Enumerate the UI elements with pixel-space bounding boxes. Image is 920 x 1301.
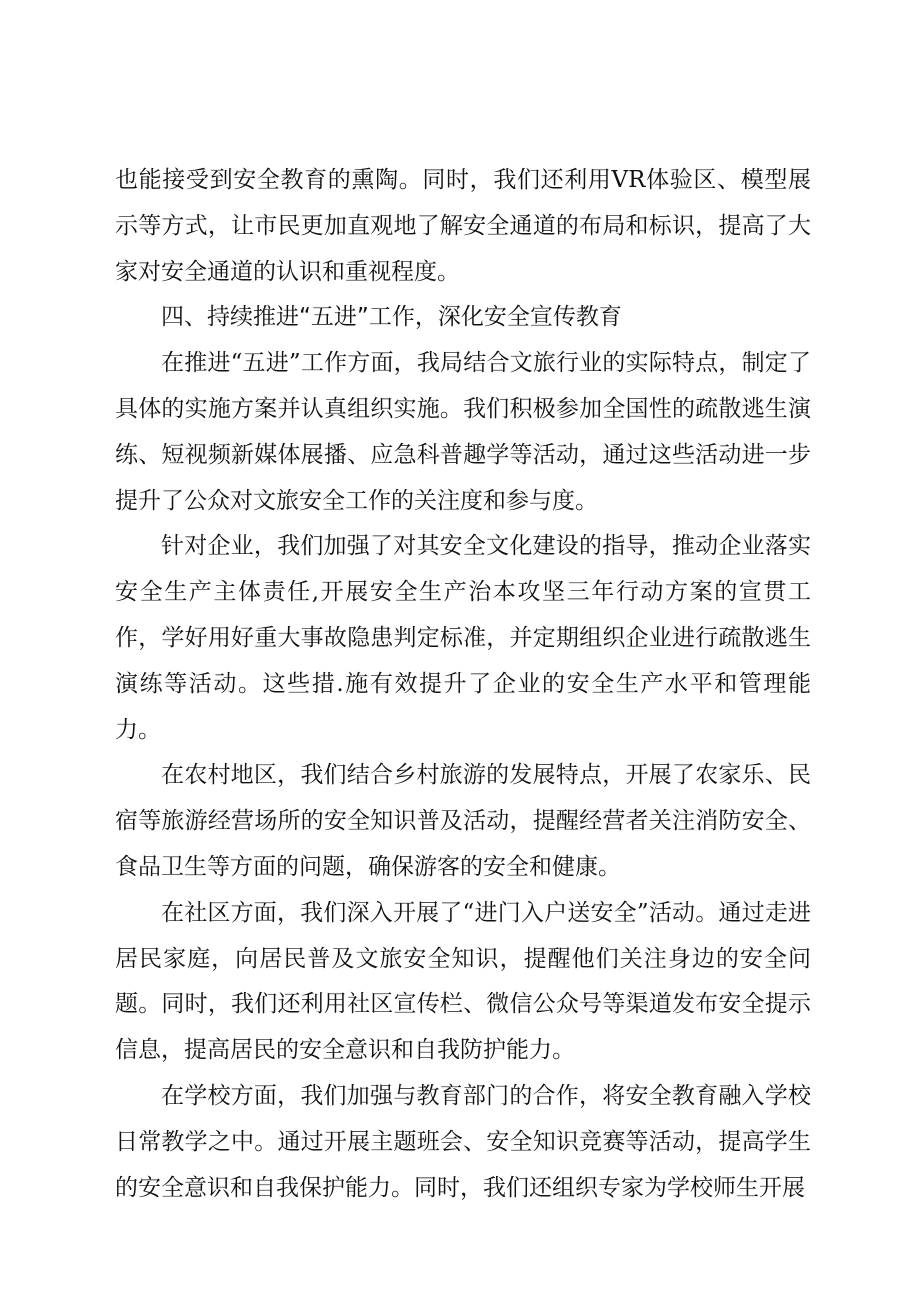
paragraph-communities: 在社区方面，我们深入开展了“进门入户送安全”活动。通过走进居民家庭，向居民普及文旅安全知识，提醒他们关注身边的安全问题。同时，我们还利用社区宣传栏、微信公众号等渠道发布安全提示信息，提高居民的安全意识和自我防护能力。 [115,899,811,1064]
paragraph-rural-areas: 在农村地区，我们结合乡村旅游的发展特点，开展了农家乐、民宿等旅游经营场所的安全知识普及活动，提醒经营者关注消防安全、食品卫生等方面的问题，确保游客的安全和健康。 [115,762,811,880]
document-body [115,158,811,1211]
paragraph-continuation: 也能接受到安全教育的熏陶。同时，我们还利用VR体验区、模型展示等方式，让市民更加直观地了解安全通道的布局和标识，提高了大家对安全通道的认识和重视程度。 [115,167,811,285]
paragraph-five-entries: 在推进“五进”工作方面，我局结合文旅行业的实际特点，制定了具体的实施方案并认真组织实施。我们积极参加全国性的疏散逃生演练、短视频新媒体展播、应急科普趣学等活动，通过这些活动进一步提升了公众对文旅安全工作的关注度和参与度。 [115,350,811,514]
paragraph-enterprises: 针对企业，我们加强了对其安全文化建设的指导，推动企业落实安全生产主体责任,开展安全生产治本攻坚三年行动方案的宣贯工作，学好用好重大事故隐患判定标准，并定期组织企业进行疏散逃生演练等活动。这些措.施有效提升了企业的安全生产水平和管理能力。 [115,533,811,743]
section-heading: 四、持续推进“五进”工作，深化安全宣传教育 [161,304,622,331]
paragraph-schools: 在学校方面，我们加强与教育部门的合作，将安全教育融入学校日常教学之中。通过开展主题班会、安全知识竞赛等活动，提高学生的安全意识和自我保护能力。同时，我们还组织专家为学校师生开展 [115,1082,811,1201]
